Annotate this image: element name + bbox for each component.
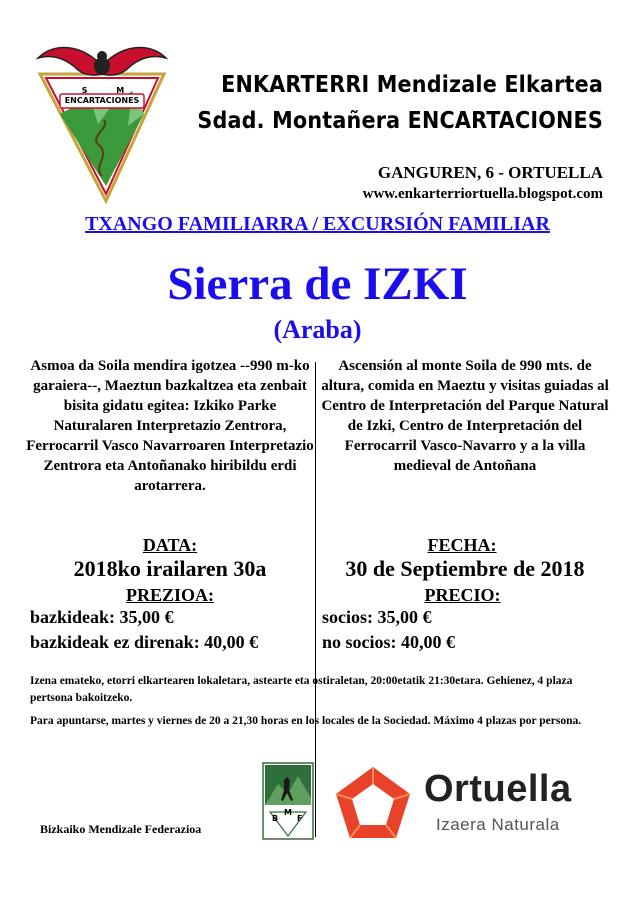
bmf-letter-b: B (272, 814, 279, 823)
description-basque: Asmoa da Soila mendira igotzea --990 m-ko garaiera--, Maeztun bazkaltzea eta zenbait bisita gidatu egitea: Izkiko Parke Naturalaren Interpretazio Zentrora, Ferrocarril Vasco Navarroaren Interpretazio Zentrora eta Antoñanako hiribildu erdi arotarrera. (26, 358, 314, 494)
price-members-spanish: socios: 35,00 € (322, 607, 432, 627)
registration-note-basque: Izena emateko, etorri elkartearen lokaletara, astearte eta ostiraletan, 20:00etatik 21:30etara. Gehienez, 4 plaza pertsona bakoitzeko. (30, 675, 573, 704)
date-label-basque: DATA: (142, 535, 198, 555)
price-label-basque: PREZIOA: (125, 585, 214, 605)
excursion-type: TXANGO FAMILIARRA / EXCURSIÓN FAMILIAR (85, 213, 550, 235)
date-basque: 2018ko irailaren 30a (73, 556, 267, 581)
ortuella-tagline: Izaera Naturala (436, 815, 560, 834)
registration-note-spanish: Para apuntarse, martes y viernes de 20 a 21,30 horas en los locales de la Sociedad. Máximo 4 plazas por persona. (30, 715, 582, 727)
description-spanish: Ascensión al monte Soila de 990 mts. de altura, comida en Maeztu y visitas guiadas al Centro de Interpretación del Parque Natural de Izki, Centro de Interpretación del Ferrocarril Vasco-Navarro y a la villa medieval de Antoñana (321, 358, 609, 474)
logo-banner-text: ENCARTACIONES (64, 96, 140, 105)
ortuella-name: Ortuella (424, 768, 572, 810)
logo-text-sm: S M (81, 86, 125, 95)
price-label-spanish: PRECIO: (424, 585, 501, 605)
federation-logo (262, 762, 314, 840)
club-name-basque: ENKARTERRI Mendizale Elkartea (221, 72, 603, 98)
event-region: (Araba) (273, 315, 362, 344)
date-spanish: 30 de Septiembre de 2018 (345, 556, 585, 581)
column-divider (315, 362, 316, 837)
ortuella-pentagon-logo (333, 764, 413, 842)
price-members-basque: bazkideak: 35,00 € (30, 607, 174, 627)
club-website[interactable]: www.enkarterriortuella.blogspot.com (362, 186, 603, 202)
event-title: Sierra de IZKI (167, 258, 468, 310)
club-logo (32, 36, 172, 206)
bmf-letter-m: M (284, 808, 292, 817)
club-address: GANGUREN, 6 - ORTUELLA (377, 163, 603, 182)
bmf-letter-f: F (297, 814, 303, 823)
price-nonmembers-spanish: no socios: 40,00 € (322, 632, 456, 652)
date-label-spanish: FECHA: (427, 535, 497, 555)
club-name-spanish: Sdad. Montañera ENCARTACIONES (197, 108, 603, 134)
price-nonmembers-basque: bazkideak ez direnak: 40,00 € (30, 632, 259, 652)
federation-name: Bizkaiko Mendizale Federazioa (40, 822, 202, 836)
